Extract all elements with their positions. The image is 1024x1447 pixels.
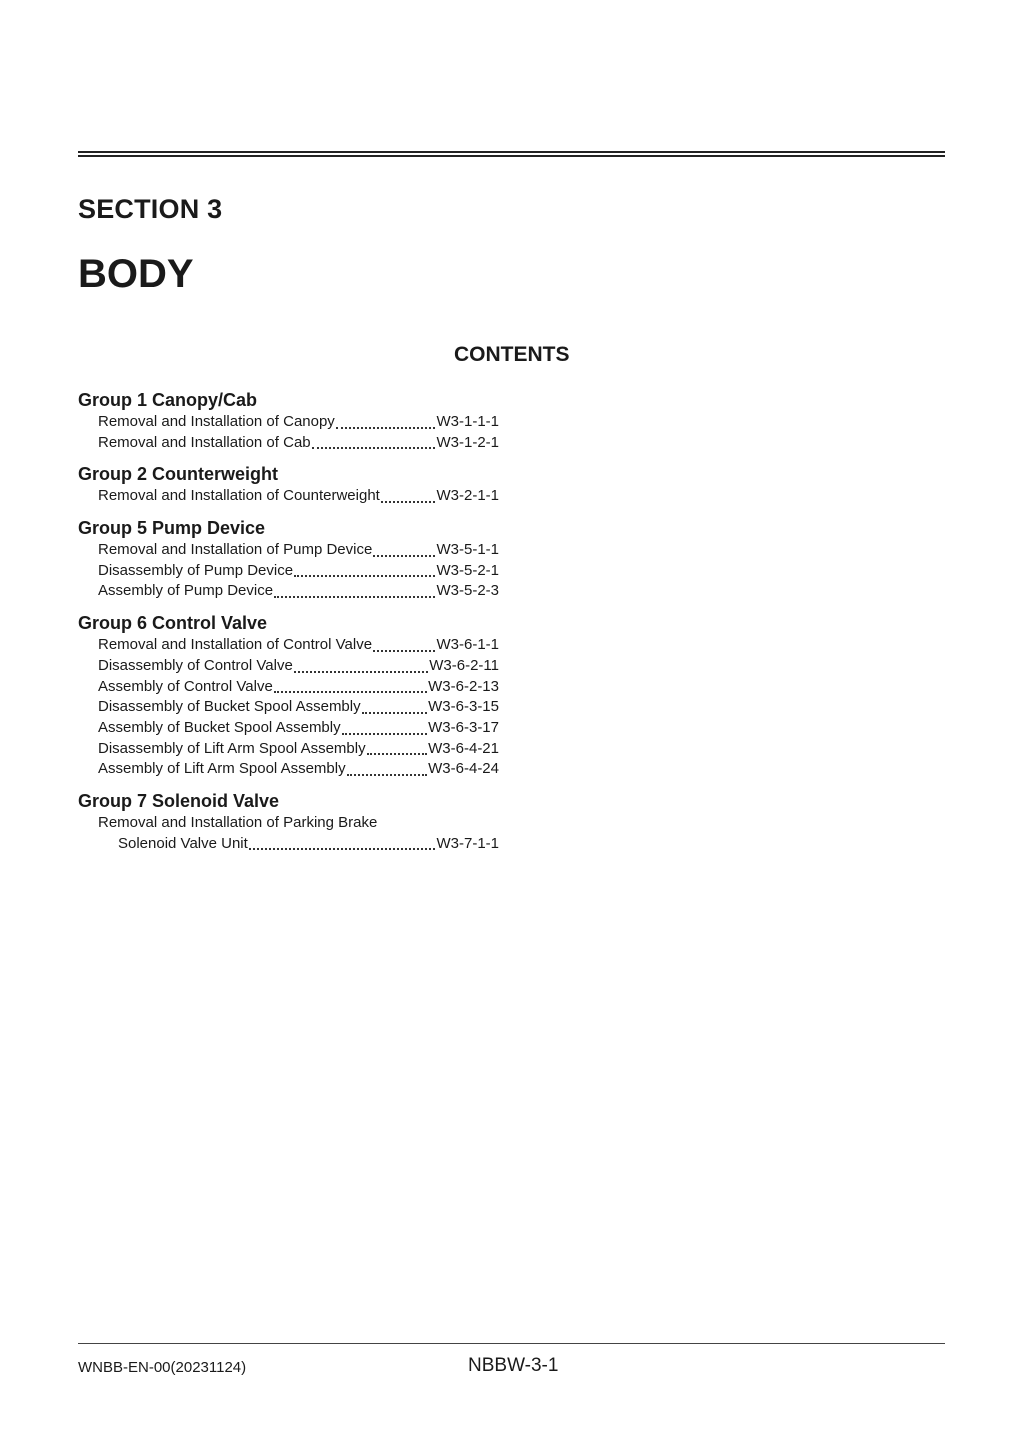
toc-entry-page: W3-6-2-13 (428, 677, 499, 695)
dot-leader (362, 700, 428, 714)
footer-rule (78, 1343, 945, 1344)
toc-group-title: Group 1 Canopy/Cab (78, 390, 258, 410)
dot-leader (274, 679, 427, 693)
toc-entry-page: W3-5-2-3 (436, 582, 499, 600)
toc-entry-title: Assembly of Bucket Spool Assembly (98, 718, 341, 736)
toc-entry-title: Assembly of Pump Device (98, 582, 274, 600)
toc-entry-page: W3-7-1-1 (436, 834, 499, 852)
toc-entry-title: Removal and Installation of Control Valve (98, 636, 373, 654)
section-label: SECTION 3 (78, 194, 223, 224)
dot-leader (294, 659, 428, 673)
toc-entry[interactable] (78, 697, 499, 718)
dot-leader (274, 584, 435, 598)
dot-leader (373, 543, 435, 557)
toc-entry[interactable] (78, 540, 499, 561)
toc-entry-page: W3-1-2-1 (436, 433, 499, 451)
toc-group-title: Group 7 Solenoid Valve (78, 790, 280, 811)
toc-group-title: Group 2 Counterweight (78, 464, 278, 485)
toc-entry-title[interactable]: Removal and Installation of Parking Brake (98, 813, 378, 831)
toc-entry[interactable] (78, 759, 499, 780)
toc-entry[interactable] (78, 718, 499, 739)
toc-entry[interactable] (78, 486, 499, 507)
toc-entry-page: W3-6-3-17 (428, 718, 499, 736)
toc-entry-title: Removal and Installation of Counterweight (98, 487, 380, 505)
footer-doc-code: WNBB-EN-00(20231124) (78, 1359, 247, 1376)
dot-leader (294, 563, 435, 577)
toc-group (78, 462, 499, 507)
toc-entry[interactable] (78, 561, 499, 582)
toc-entry-page: W3-2-1-1 (436, 487, 499, 505)
dot-leader (249, 836, 436, 850)
section-title: BODY (78, 252, 194, 296)
toc-entry-page: W3-1-1-1 (436, 413, 499, 430)
toc-entry-page: W3-6-3-15 (428, 698, 499, 716)
toc-entry[interactable] (78, 412, 499, 433)
toc-entry-page: W3-6-2-11 (429, 656, 499, 674)
dot-leader (336, 415, 436, 429)
toc-entry-page: W3-6-4-24 (428, 760, 499, 778)
toc-entry-page: W3-6-1-1 (436, 636, 499, 654)
toc-entry-title: Disassembly of Control Valve (98, 656, 293, 674)
footer-page-number: NBBW-3-1 (468, 1355, 559, 1376)
toc-entry-title-cont: Solenoid Valve Unit (118, 834, 248, 852)
toc-group (78, 388, 499, 453)
toc-group-title: Group 6 Control Valve (78, 613, 268, 634)
top-double-rule (78, 151, 945, 157)
contents-heading: CONTENTS (454, 343, 570, 366)
toc-group (78, 516, 499, 602)
toc-group (78, 611, 499, 780)
table-of-contents (78, 388, 499, 863)
toc-group-title: Group 5 Pump Device (78, 518, 266, 539)
toc-entry[interactable] (78, 834, 499, 855)
toc-entry-title: Removal and Installation of Cab (98, 433, 311, 451)
toc-entry-title: Removal and Installation of Pump Device (98, 541, 373, 559)
toc-entry-page: W3-5-2-1 (436, 561, 499, 579)
toc-entry[interactable] (78, 677, 499, 698)
toc-entry[interactable] (78, 635, 499, 656)
dot-leader (373, 638, 435, 652)
toc-group (78, 789, 499, 854)
dot-leader (347, 762, 428, 776)
toc-entry[interactable] (78, 656, 499, 677)
toc-entry[interactable] (78, 581, 499, 602)
toc-entry[interactable] (78, 739, 499, 760)
toc-entry[interactable] (78, 433, 499, 454)
toc-entry-title: Removal and Installation of Canopy (98, 413, 335, 430)
toc-entry-page: W3-5-1-1 (436, 541, 499, 559)
dot-leader (342, 721, 428, 735)
dot-leader (312, 435, 436, 449)
toc-entry-title: Assembly of Control Valve (98, 677, 273, 695)
dot-leader (367, 741, 428, 755)
dot-leader (381, 489, 436, 503)
toc-entry-title: Disassembly of Pump Device (98, 561, 294, 579)
toc-entry-page: W3-6-4-21 (428, 739, 499, 757)
toc-entry-title: Disassembly of Bucket Spool Assembly (98, 698, 361, 716)
toc-entry-title: Assembly of Lift Arm Spool Assembly (98, 760, 346, 778)
toc-entry-title: Disassembly of Lift Arm Spool Assembly (98, 739, 366, 757)
